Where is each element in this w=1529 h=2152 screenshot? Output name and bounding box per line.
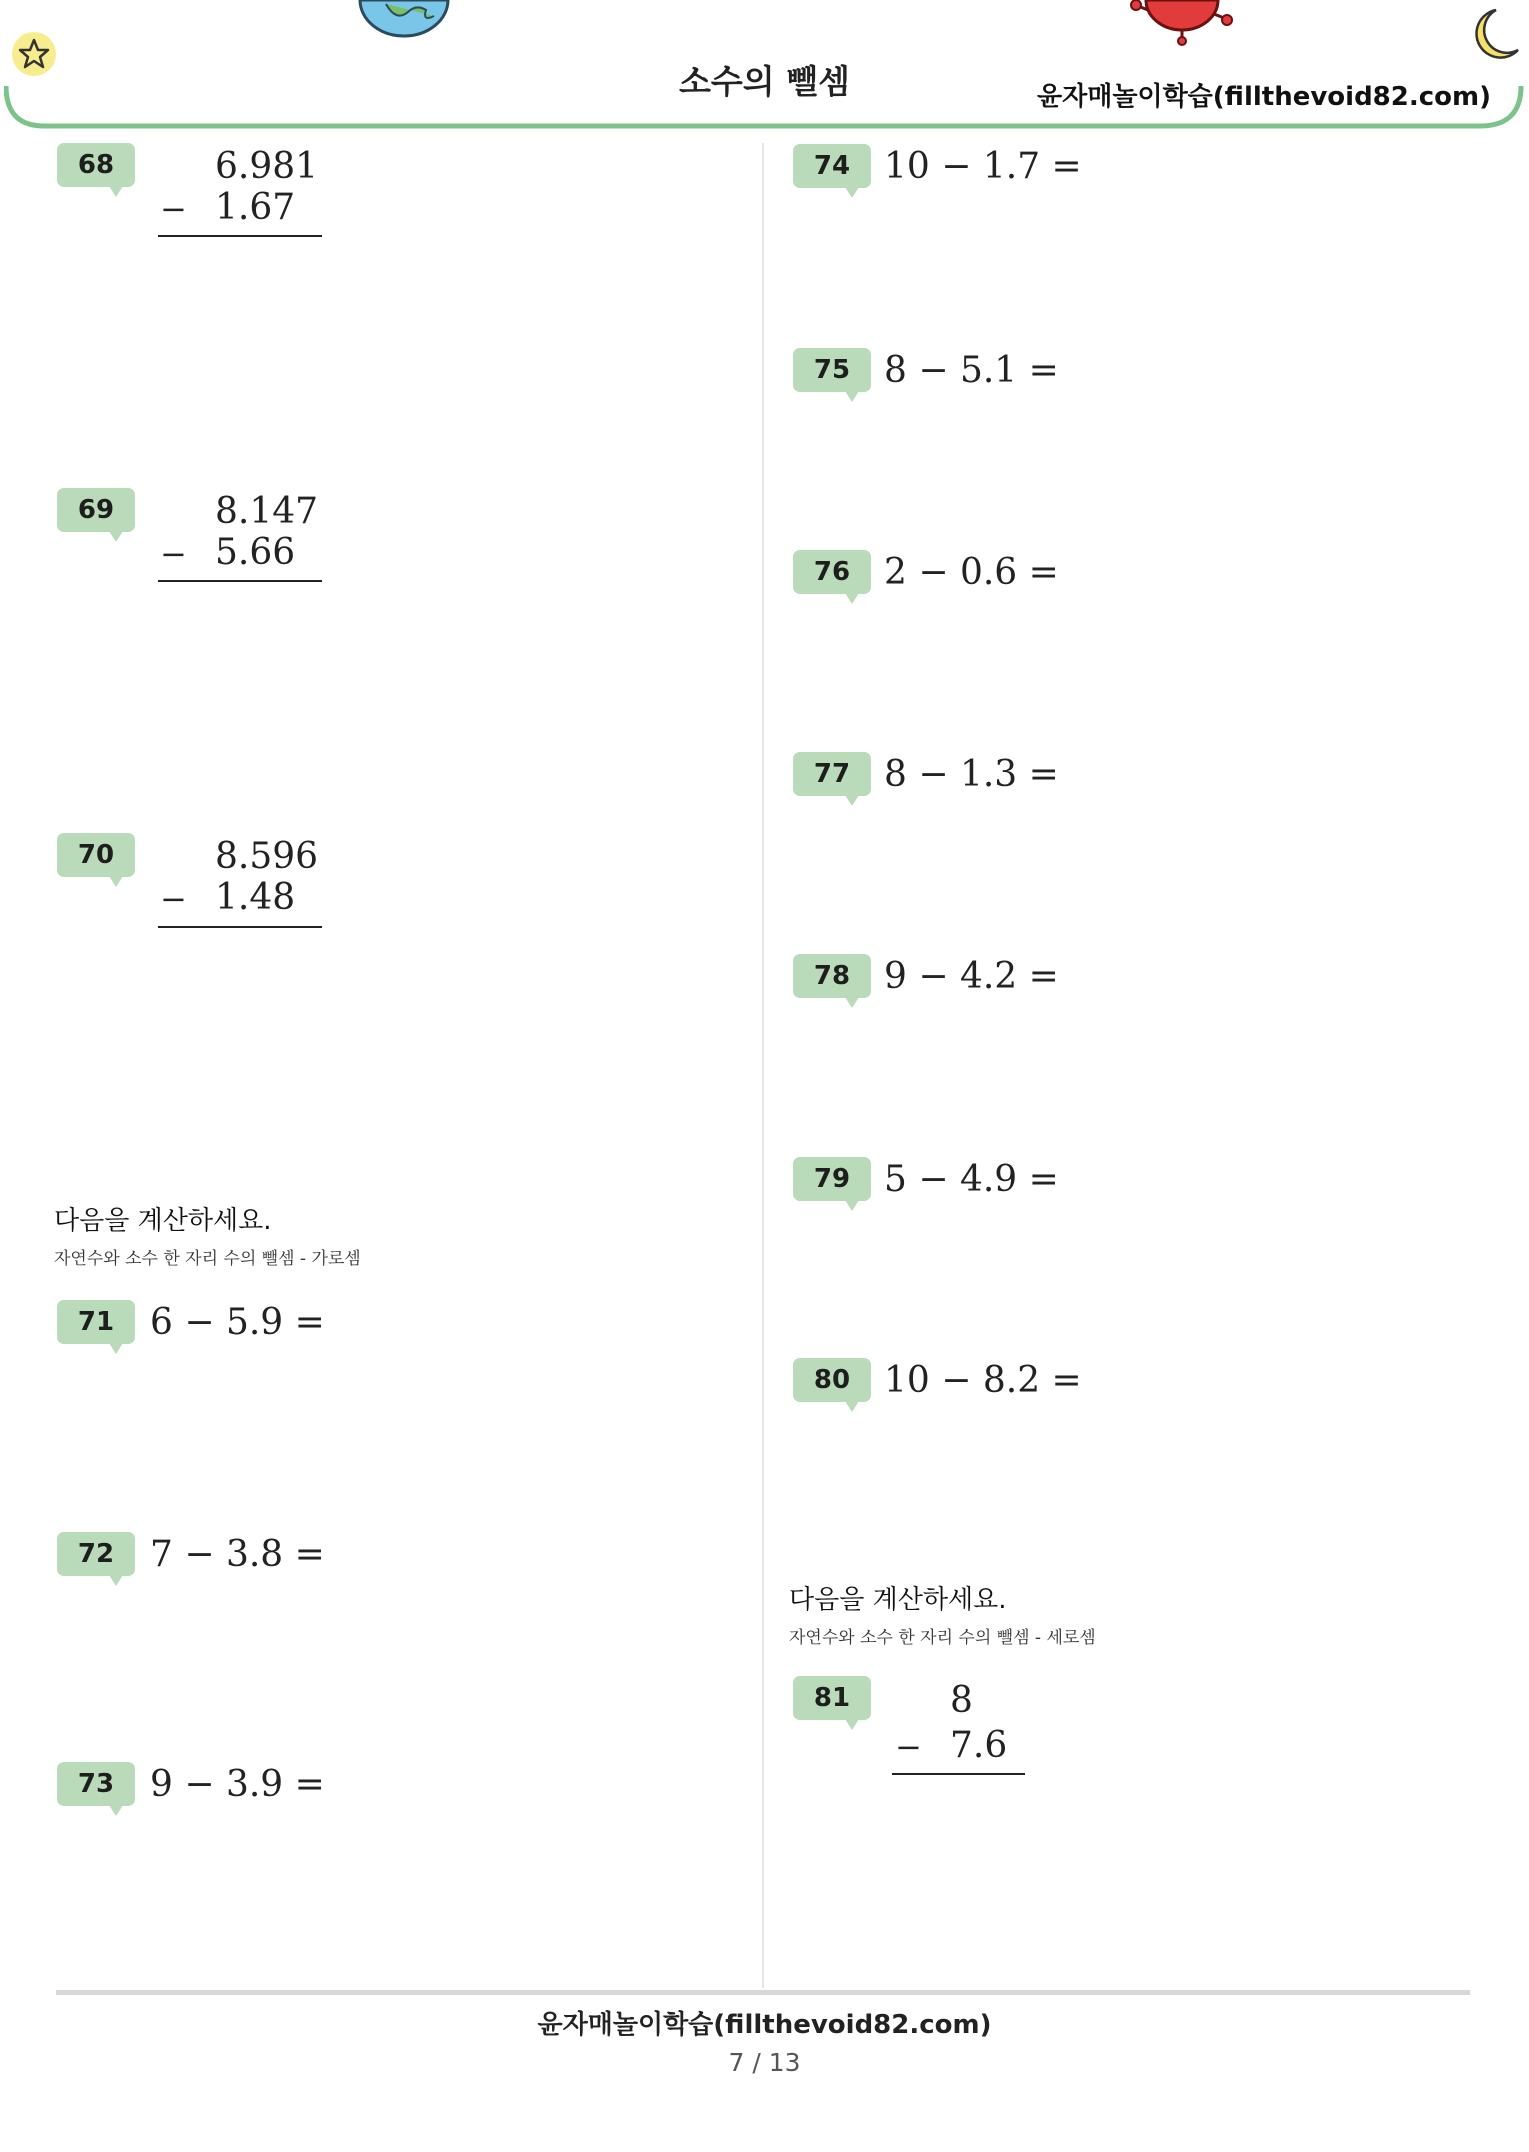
problem-number-badge: 69 bbox=[57, 488, 135, 532]
problem-number-badge: 75 bbox=[793, 348, 871, 392]
problem-expression: 9 − 4.2 = bbox=[884, 956, 1059, 997]
answer-line bbox=[892, 1773, 1025, 1775]
minus-sign: − bbox=[895, 1728, 922, 1766]
minus-sign: − bbox=[160, 535, 187, 573]
answer-line bbox=[158, 580, 322, 582]
column-divider bbox=[762, 143, 764, 1988]
problem-number-badge: 77 bbox=[793, 752, 871, 796]
answer-line bbox=[158, 235, 322, 237]
problem-number-badge: 76 bbox=[793, 550, 871, 594]
problem-minuend: 8.147 bbox=[215, 491, 319, 532]
problem-subtrahend: 1.48 bbox=[215, 877, 296, 918]
problem-minuend: 6.981 bbox=[215, 146, 319, 187]
minus-sign: − bbox=[160, 190, 187, 228]
problem-minuend: 8.596 bbox=[215, 836, 319, 877]
answer-line bbox=[158, 926, 322, 928]
section-subtitle: 자연수와 소수 한 자리 수의 뺄셈 - 세로셈 bbox=[789, 1628, 1096, 1648]
section-title: 다음을 계산하세요. bbox=[54, 1206, 272, 1236]
footer-divider bbox=[56, 1990, 1470, 1995]
problem-expression: 10 − 8.2 = bbox=[884, 1360, 1082, 1401]
section-subtitle: 자연수와 소수 한 자리 수의 뺄셈 - 가로셈 bbox=[54, 1249, 361, 1269]
section-title: 다음을 계산하세요. bbox=[789, 1585, 1007, 1615]
footer-site-name: 윤자매놀이학습(fillthevoid82.com) bbox=[537, 2010, 992, 2040]
earth-icon bbox=[356, 0, 452, 40]
problem-expression: 7 − 3.8 = bbox=[150, 1534, 325, 1575]
minus-sign: − bbox=[160, 880, 187, 918]
problem-number-badge: 78 bbox=[793, 954, 871, 998]
problem-number-badge: 79 bbox=[793, 1157, 871, 1201]
virus-icon bbox=[1128, 0, 1238, 46]
problem-subtrahend: 7.6 bbox=[950, 1725, 1008, 1766]
problem-subtrahend: 1.67 bbox=[215, 187, 296, 228]
problem-number-badge: 68 bbox=[57, 143, 135, 187]
problem-expression: 9 − 3.9 = bbox=[150, 1764, 325, 1805]
header-site-name: 윤자매놀이학습(fillthevoid82.com) bbox=[1036, 82, 1491, 112]
problem-subtrahend: 5.66 bbox=[215, 532, 296, 573]
problem-expression: 6 − 5.9 = bbox=[150, 1302, 325, 1343]
problem-expression: 2 − 0.6 = bbox=[884, 552, 1059, 593]
problem-number-badge: 81 bbox=[793, 1676, 871, 1720]
problem-expression: 8 − 1.3 = bbox=[884, 754, 1059, 795]
problem-number-badge: 70 bbox=[57, 833, 135, 877]
problem-number-badge: 80 bbox=[793, 1358, 871, 1402]
problem-expression: 8 − 5.1 = bbox=[884, 350, 1059, 391]
page-title: 소수의 뺄셈 bbox=[679, 62, 850, 101]
problem-expression: 10 − 1.7 = bbox=[884, 146, 1082, 187]
problem-number-badge: 71 bbox=[57, 1300, 135, 1344]
problem-expression: 5 − 4.9 = bbox=[884, 1159, 1059, 1200]
page-number: 7 / 13 bbox=[728, 2048, 801, 2077]
problem-number-badge: 73 bbox=[57, 1762, 135, 1806]
problem-number-badge: 72 bbox=[57, 1532, 135, 1576]
problem-number-badge: 74 bbox=[793, 144, 871, 188]
problem-minuend: 8 bbox=[950, 1680, 973, 1721]
